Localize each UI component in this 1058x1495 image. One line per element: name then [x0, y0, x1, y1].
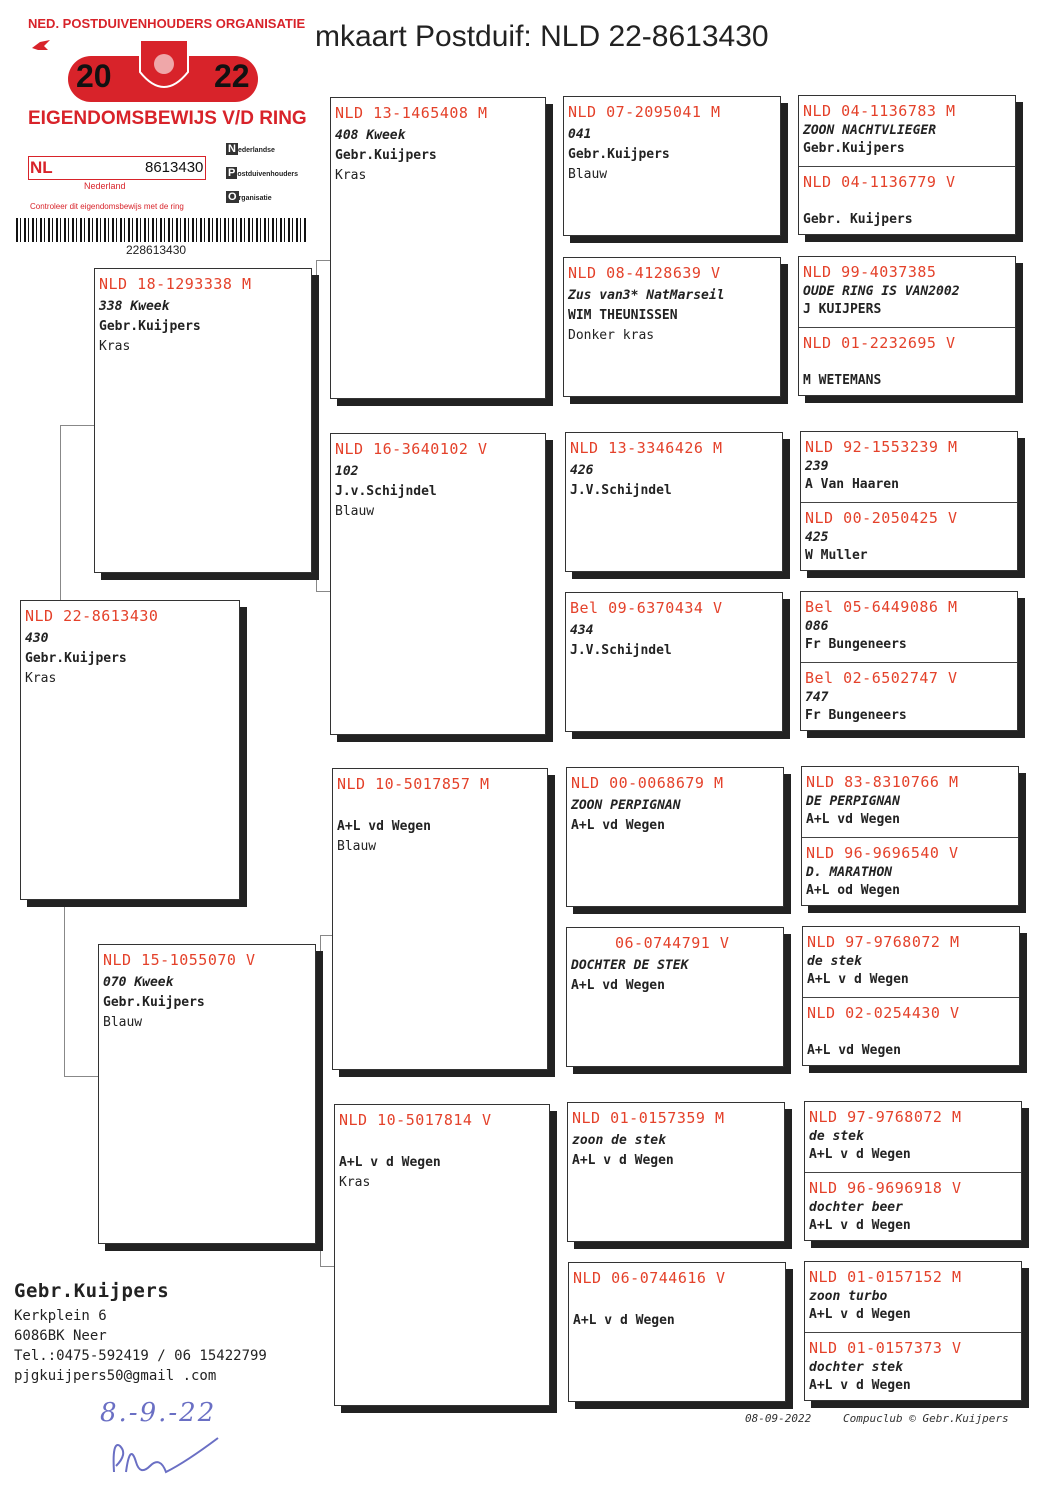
page-title: mkaart Postduif: NLD 22-8613430: [315, 20, 769, 53]
pigeon-line: Gebr.Kuijpers: [335, 148, 437, 163]
pigeon-line: A+L vd Wegen: [807, 1043, 901, 1058]
ring-number: NLD 96-9696540 V: [806, 844, 959, 862]
pigeon-line: A Van Haaren: [805, 477, 899, 492]
pedigree-box-fff: [563, 96, 781, 236]
pigeon-line: 426: [570, 463, 594, 478]
dove-icon: [30, 38, 52, 54]
pigeon-line: 425: [805, 530, 829, 545]
ring-number: NLD 18-1293338 M: [99, 275, 252, 293]
card-number: 8613430: [145, 159, 204, 176]
pigeon-line: Kras: [339, 1175, 371, 1190]
ring-number: NLD 99-4037385: [803, 263, 937, 281]
ring-number: NLD 13-3346426 M: [570, 439, 723, 457]
ring-number: NLD 01-0157359 M: [572, 1109, 725, 1127]
pedigree-box-fm: [330, 433, 546, 735]
pigeon-line: WIM THEUNISSEN: [568, 308, 678, 323]
pigeon-line: ZOON PERPIGNAN: [571, 798, 681, 813]
pigeon-line: Gebr.Kuijpers: [99, 319, 201, 334]
ring-number: NLD 01-0157152 M: [809, 1268, 962, 1286]
pigeon-line: A+L v d Wegen: [809, 1378, 911, 1393]
pigeon-line: J.V.Schijndel: [570, 643, 672, 658]
pigeon-line: OUDE RING IS VAN2002: [803, 284, 960, 299]
ring-number: 06-0744791 V: [615, 934, 730, 952]
pigeon-line: Kras: [335, 168, 367, 183]
pedigree-box-ff: [330, 97, 546, 399]
pigeon-line: Gebr.Kuijpers: [568, 147, 670, 162]
ring-number: NLD 10-5017857 M: [337, 775, 490, 793]
ring-number: NLD 04-1136779 V: [803, 173, 956, 191]
pigeon-line: de stek: [809, 1129, 864, 1144]
footer-date: 08-09-2022: [745, 1412, 812, 1425]
pigeon-line: de stek: [807, 954, 862, 969]
pigeon-line: 102: [335, 464, 359, 479]
pigeon-line: dochter stek: [809, 1360, 903, 1375]
pigeon-line: Gebr.Kuijpers: [25, 651, 127, 666]
pigeon-line: A+L vd Wegen: [806, 812, 900, 827]
signature-icon: [106, 1432, 226, 1488]
owner-city: 6086BK Neer: [14, 1328, 107, 1344]
connector-line: [316, 260, 331, 592]
pedigree-box-gen4-pair-3: [800, 431, 1018, 571]
card-heading: EIGENDOMSBEWIJS V/D RING: [28, 108, 307, 129]
pigeon-line: 239: [805, 459, 829, 474]
pedigree-box-gen4-pair-2: [798, 256, 1016, 396]
npo-line-1: ederlandse: [237, 147, 275, 154]
ring-number: NLD 96-9696918 V: [809, 1179, 962, 1197]
pedigree-box-gen4-pair-5: [801, 766, 1019, 906]
pigeon-line: Blauw: [337, 839, 377, 854]
ring-number: NLD 08-4128639 V: [568, 264, 721, 282]
year-left: 20: [76, 58, 112, 94]
pigeon-line: W Muller: [805, 548, 868, 563]
pigeon-line: zoon de stek: [572, 1133, 666, 1148]
pigeon-line: J.V.Schijndel: [570, 483, 672, 498]
pigeon-line: A+L v d Wegen: [809, 1218, 911, 1233]
pigeon-line: 070 Kweek: [103, 975, 174, 990]
pigeon-line: Gebr. Kuijpers: [803, 212, 913, 227]
ring-number: NLD 00-2050425 V: [805, 509, 958, 527]
pedigree-box-ffm: [563, 257, 781, 397]
pigeon-line: A+L vd Wegen: [571, 818, 665, 833]
npo-line-2: ostduivenhouders: [237, 171, 299, 178]
ring-number: NLD 83-8310766 M: [806, 773, 959, 791]
pedigree-box-subject: [20, 600, 240, 900]
pigeon-line: 338 Kweek: [99, 299, 170, 314]
pigeon-line: A+L v d Wegen: [339, 1155, 441, 1170]
pedigree-box-gen4-pair-6: [802, 926, 1020, 1066]
pigeon-line: Kras: [25, 671, 57, 686]
pigeon-line: DOCHTER DE STEK: [571, 958, 689, 973]
ring-number: NLD 16-3640102 V: [335, 440, 488, 458]
pigeon-line: DE PERPIGNAN: [806, 794, 900, 809]
pigeon-line: A+L od Wegen: [806, 883, 900, 898]
pedigree-box-fmm: [565, 592, 783, 732]
pigeon-line: Fr Bungeneers: [805, 637, 907, 652]
ring-number: NLD 07-2095041 M: [568, 103, 721, 121]
pigeon-line: J.v.Schijndel: [335, 484, 437, 499]
handwritten-date: 8.-9.-22: [100, 1398, 217, 1428]
ring-number: NLD 22-8613430: [25, 607, 159, 625]
ring-number: NLD 01-2232695 V: [803, 334, 956, 352]
ring-number: NLD 01-0157373 V: [809, 1339, 962, 1357]
pigeon-line: 408 Kweek: [335, 128, 406, 143]
pigeon-line: M WETEMANS: [803, 373, 882, 388]
ring-number: NLD 00-0068679 M: [571, 774, 724, 792]
pigeon-line: A+L vd Wegen: [337, 819, 431, 834]
pedigree-box-mfm: [566, 927, 784, 1067]
pedigree-box-mmm: [568, 1262, 786, 1402]
npo-logo: N ederlandse P ostduivenhouders O rganisatie: [228, 143, 299, 203]
pigeon-line: 041: [568, 127, 592, 142]
barcode-number: 228613430: [126, 243, 187, 257]
pigeon-line: zoon turbo: [809, 1289, 888, 1304]
card-country: NL: [30, 158, 53, 177]
owner-block: [14, 1280, 267, 1386]
pigeon-line: Blauw: [335, 504, 375, 519]
barcode: [16, 218, 306, 242]
ring-number: NLD 10-5017814 V: [339, 1111, 492, 1129]
pedigree-box-gen4-pair-8: [804, 1261, 1022, 1401]
ring-number: Bel 02-6502747 V: [805, 669, 958, 687]
card-warning: Controleer dit eigendomsbewijs met de ring: [30, 202, 184, 211]
pigeon-line: J KUIJPERS: [803, 302, 882, 317]
ring-ownership-card: [10, 8, 310, 257]
pigeon-line: 434: [570, 623, 594, 638]
pedigree-box-gen4-pair-7: [804, 1101, 1022, 1241]
ring-number: NLD 04-1136783 M: [803, 102, 956, 120]
owner-street: Kerkplein 6: [14, 1308, 107, 1324]
ring-number: Bel 05-6449086 M: [805, 598, 958, 616]
connector-line: [64, 905, 99, 1077]
owner-email: pjgkuijpers50@gmail .com: [14, 1368, 217, 1384]
pigeon-line: Zus van3* NatMarseil: [568, 288, 725, 303]
pedigree-box-mmf: [567, 1102, 785, 1242]
ring-number: NLD 92-1553239 M: [805, 438, 958, 456]
pigeon-line: dochter beer: [809, 1200, 903, 1215]
npo-line-3: rganisatie: [238, 195, 272, 202]
pedigree-box-mf: [332, 768, 548, 1070]
pigeon-line: Donker kras: [568, 328, 655, 343]
connector-line: [60, 425, 95, 605]
owner-name: Gebr.Kuijpers: [14, 1280, 170, 1302]
ring-number: NLD 06-0744616 V: [573, 1269, 726, 1287]
pigeon-line: 086: [805, 619, 829, 634]
ring-number: NLD 13-1465408 M: [335, 104, 488, 122]
ring-number: Bel 09-6370434 V: [570, 599, 723, 617]
pigeon-line: A+L v d Wegen: [809, 1147, 911, 1162]
ring-number: NLD 02-0254430 V: [807, 1004, 960, 1022]
year-right: 22: [214, 58, 250, 94]
card-org: NED. POSTDUIVENHOUDERS ORGANISATIE: [28, 16, 306, 31]
lion-crest-icon: [134, 36, 194, 102]
ring-number: NLD 97-9768072 M: [809, 1108, 962, 1126]
pedigree-box-mm: [334, 1104, 550, 1406]
pigeon-line: 430: [25, 631, 49, 646]
pigeon-line: A+L v d Wegen: [573, 1313, 675, 1328]
pigeon-line: 747: [805, 690, 829, 705]
pigeon-line: ZOON NACHTVLIEGER: [803, 123, 937, 138]
pigeon-line: A+L v d Wegen: [807, 972, 909, 987]
pedigree-box-fmf: [565, 432, 783, 572]
pigeon-line: Fr Bungeneers: [805, 708, 907, 723]
pigeon-line: A+L v d Wegen: [809, 1307, 911, 1322]
card-nederland: Nederland: [84, 181, 126, 191]
pedigree-box-mff: [566, 767, 784, 907]
pigeon-line: A+L vd Wegen: [571, 978, 665, 993]
pedigree-box-gen4-pair-1: [798, 95, 1016, 235]
pigeon-line: Blauw: [103, 1015, 143, 1030]
ring-number: NLD 15-1055070 V: [103, 951, 256, 969]
pigeon-line: A+L v d Wegen: [572, 1153, 674, 1168]
pigeon-line: Blauw: [568, 167, 608, 182]
pigeon-line: D. MARATHON: [806, 865, 893, 880]
pedigree-box-father: [94, 268, 312, 573]
pedigree-box-gen4-pair-4: [800, 591, 1018, 731]
pigeon-line: Gebr.Kuijpers: [103, 995, 205, 1010]
owner-phone: Tel.:0475-592419 / 06 15422799: [14, 1348, 267, 1364]
pedigree-box-mother: [98, 944, 316, 1244]
footer-credit: Compuclub © Gebr.Kuijpers: [843, 1412, 1009, 1425]
pigeon-line: Kras: [99, 339, 131, 354]
pigeon-line: Gebr.Kuijpers: [803, 141, 905, 156]
ring-number: NLD 97-9768072 M: [807, 933, 960, 951]
